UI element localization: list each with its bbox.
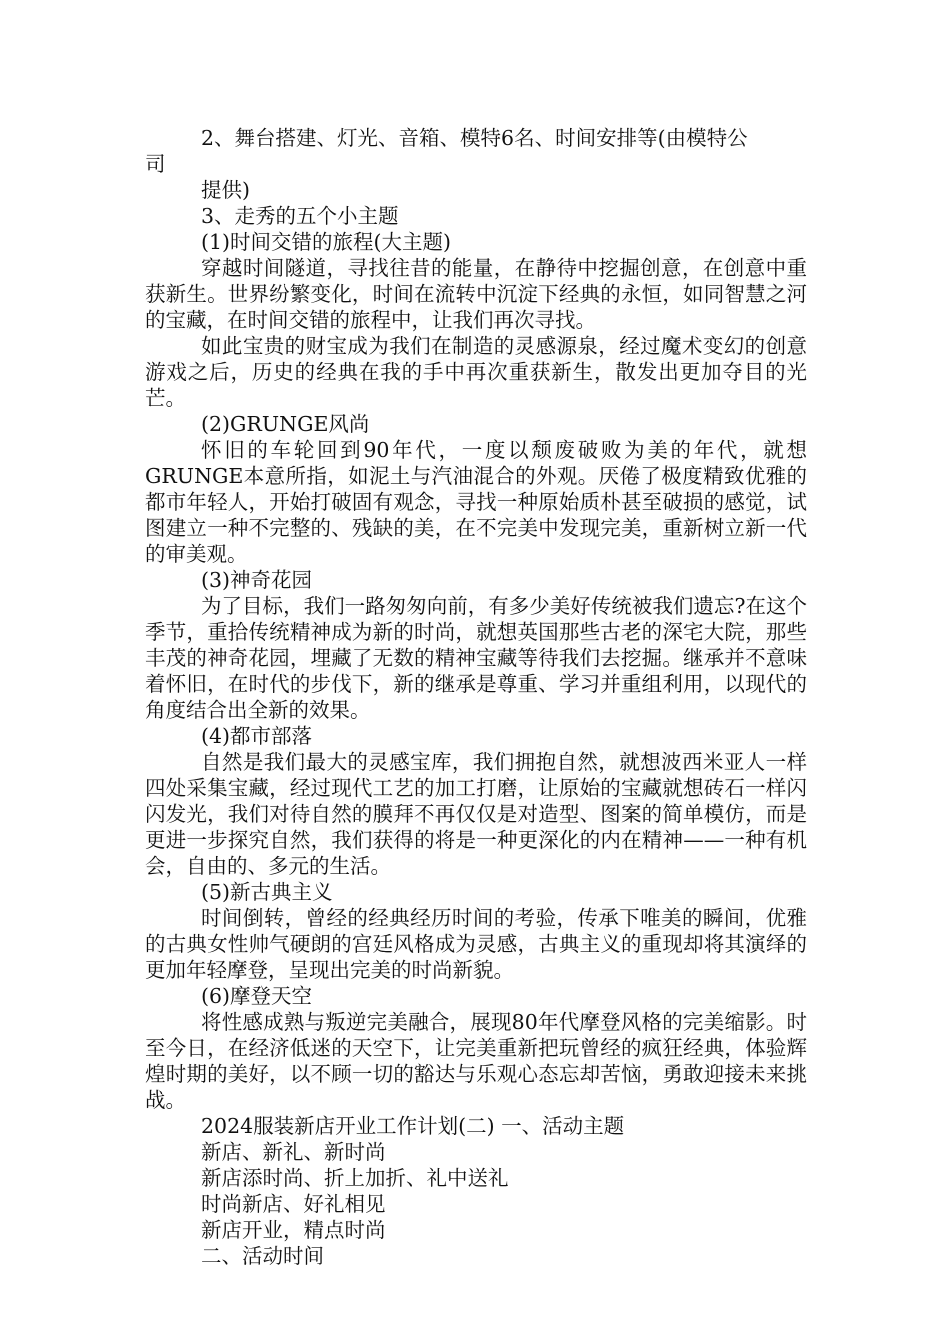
document-body: [145, 125, 807, 1269]
slogan-2: 新店添时尚、折上加折、礼中送礼: [201, 1166, 509, 1190]
theme-3-paragraph: 为了目标，我们一路匆匆向前，有多少美好传统被我们遗忘?在这个季节，重拾传统精神成为新的时尚，就想英国那些古老的深宅大院，那些丰茂的神奇花园，埋藏了无数的精神宝藏等待我们去挖掘。继承并不意味着怀旧，在时代的步伐下，新的继承是尊重、学习并重组利用，以现代的角度结合出全新的效果。: [145, 594, 807, 722]
item-3-heading: 3、走秀的五个小主题: [201, 204, 399, 228]
item-2-line-1: 2、舞台搭建、灯光、音箱、模特6名、时间安排等(由模特公: [201, 126, 748, 150]
section-2-heading: 二、活动时间: [201, 1244, 324, 1268]
theme-1-paragraph-2: 如此宝贵的财宝成为我们在制造的灵感源泉，经过魔术变幻的创意游戏之后，历史的经典在我的手中再次重获新生，散发出更加夺目的光芒。: [145, 334, 807, 410]
slogan-4: 新店开业，精点时尚: [201, 1218, 386, 1242]
theme-1-title: (1)时间交错的旅程(大主题): [201, 230, 452, 254]
theme-2-title: (2)GRUNGE风尚: [201, 412, 370, 436]
theme-2-paragraph: 怀旧的车轮回到90年代，一度以颓废破败为美的年代，就想GRUNGE本意所指，如泥土与汽油混合的外观。厌倦了极度精致优雅的都市年轻人，开始打破固有观念，寻找一种原始质朴甚至破损的感觉，试图建立一种不完整的、残缺的美，在不完美中发现完美，重新树立新一代的审美观。: [145, 438, 807, 566]
slogan-1: 新店、新礼、新时尚: [201, 1140, 386, 1164]
item-2-line-2: 司: [145, 152, 166, 176]
theme-5-paragraph: 时间倒转，曾经的经典经历时间的考验，传承下唯美的瞬间，优雅的古典女性帅气硬朗的宫廷风格成为灵感，古典主义的重现却将其演绎的更加年轻摩登，呈现出完美的时尚新貌。: [145, 906, 807, 982]
theme-4-paragraph: 自然是我们最大的灵感宝库，我们拥抱自然，就想波西米亚人一样四处采集宝藏，经过现代工艺的加工打磨，让原始的宝藏就想砖石一样闪闪发光，我们对待自然的膜拜不再仅仅是对造型、图案的简单模仿，而是更进一步探究自然，我们获得的将是一种更深化的内在精神——一种有机会，自由的、多元的生活。: [145, 750, 807, 878]
slogan-3: 时尚新店、好礼相见: [201, 1192, 386, 1216]
item-2-line-3: 提供): [201, 178, 250, 202]
theme-1-paragraph-1: 穿越时间隧道，寻找往昔的能量，在静待中挖掘创意，在创意中重获新生。世界纷繁变化，时间在流转中沉淀下经典的永恒，如同智慧之河的宝藏，在时间交错的旅程中，让我们再次寻找。: [145, 256, 807, 332]
theme-6-title: (6)摩登天空: [201, 984, 313, 1008]
theme-6-paragraph: 将性感成熟与叛逆完美融合，展现80年代摩登风格的完美缩影。时至今日，在经济低迷的天空下，让完美重新把玩曾经的疯狂经典，体验辉煌时期的美好，以不顾一切的豁达与乐观心态忘却苦恼，勇敢迎接未来挑战。: [145, 1010, 807, 1112]
theme-5-title: (5)新古典主义: [201, 880, 333, 904]
plan-2-heading: 2024服装新店开业工作计划(二) 一、活动主题: [201, 1114, 625, 1138]
theme-4-title: (4)都市部落: [201, 724, 313, 748]
theme-3-title: (3)神奇花园: [201, 568, 313, 592]
